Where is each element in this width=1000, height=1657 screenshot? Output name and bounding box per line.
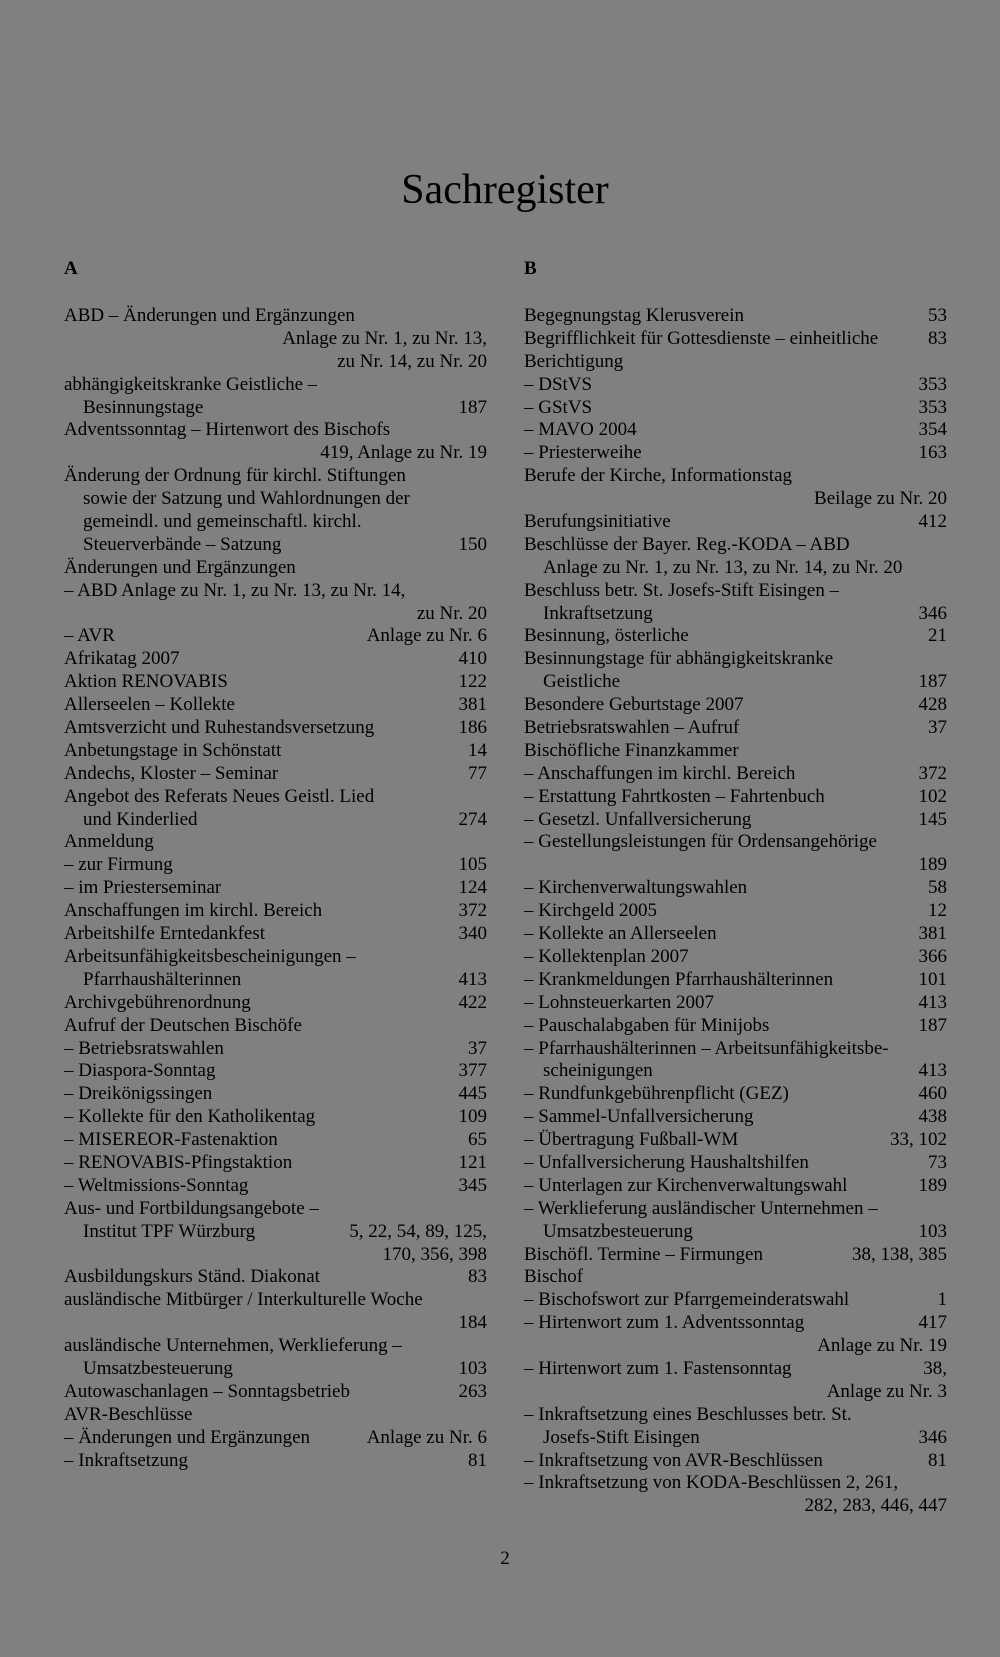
- index-entry: [64, 465, 487, 488]
- entry-page-ref: 186: [458, 717, 487, 739]
- entry-page-ref: 345: [458, 1174, 487, 1196]
- entry-page-ref: Anlage zu Nr. 6: [366, 625, 487, 647]
- index-entry: [524, 1060, 947, 1083]
- entry-page-ref: Anlage zu Nr. 1, zu Nr. 13,: [282, 327, 487, 349]
- entry-text: Berichtigung: [524, 350, 624, 372]
- index-entry: [524, 809, 947, 832]
- index-entry: [524, 442, 947, 465]
- index-entry: [524, 580, 947, 603]
- entry-page-ref: 170, 356, 398: [382, 1243, 487, 1265]
- entry-text: Andechs, Kloster – Seminar: [64, 762, 279, 784]
- entry-text: Beschluss betr. St. Josefs-Stift Eisingen –: [524, 579, 840, 601]
- index-entry: [524, 786, 947, 809]
- entry-text: – Hirtenwort zum 1. Adventssonntag: [524, 1312, 805, 1334]
- index-entry: [64, 1083, 487, 1106]
- section-letter: A: [64, 258, 78, 279]
- index-entry: [524, 374, 947, 397]
- entry-page-ref: 53: [928, 305, 947, 326]
- index-entry: [524, 1381, 947, 1404]
- entry-page-ref: 263: [458, 1380, 487, 1402]
- entry-text: Beschlüsse der Bayer. Reg.-KODA – ABD: [524, 533, 850, 555]
- index-entry: [524, 1472, 947, 1495]
- entry-text: Aktion RENOVABIS: [64, 671, 228, 693]
- index-entry: [64, 763, 487, 786]
- index-entry: [524, 671, 947, 694]
- entry-text: Steuerverbände – Satzung: [83, 533, 282, 555]
- entry-page-ref: 428: [918, 694, 947, 716]
- entry-page-ref: 438: [918, 1106, 947, 1128]
- entry-text: – Erstattung Fahrtkosten – Fahrtenbuch: [524, 785, 825, 807]
- index-entry: [524, 969, 947, 992]
- entry-page-ref: 21: [928, 625, 947, 647]
- entry-text: Aus- und Fortbildungsangebote –: [64, 1197, 319, 1219]
- index-entry: [524, 694, 947, 717]
- entry-text: Angebot des Referats Neues Geistl. Lied: [64, 785, 375, 807]
- entry-text: – Dreikönigssingen: [64, 1083, 213, 1105]
- index-entry: [64, 534, 487, 557]
- entry-text: Archivgebührenordnung: [64, 991, 251, 1013]
- entry-text: – Inkraftsetzung eines Beschlusses betr. St.: [524, 1403, 852, 1425]
- index-entry: [64, 671, 487, 694]
- index-entry: [64, 809, 487, 832]
- entry-text: Änderungen und Ergänzungen: [64, 556, 296, 578]
- index-entry: [64, 511, 487, 534]
- index-entry: [524, 1289, 947, 1312]
- entry-text: Geistliche: [543, 671, 621, 693]
- entry-text: abhängigkeitskranke Geistliche –: [64, 373, 318, 395]
- index-entry: [64, 351, 487, 374]
- index-column-a: [64, 257, 487, 1472]
- index-entry: [64, 854, 487, 877]
- entry-page-ref: 413: [918, 1060, 947, 1082]
- entry-page-ref: 150: [458, 533, 487, 555]
- index-entry: [524, 992, 947, 1015]
- entry-text: Bischof: [524, 1266, 584, 1288]
- index-entry: [64, 1106, 487, 1129]
- entry-text: Afrikatag 2007: [64, 648, 180, 670]
- entry-page-ref: 37: [468, 1037, 487, 1059]
- entry-page-ref: 282, 283, 446, 447: [804, 1495, 947, 1517]
- entry-page-ref: 1: [937, 1289, 947, 1311]
- index-entry: [524, 763, 947, 786]
- entry-text: – ABD Anlage zu Nr. 1, zu Nr. 13, zu Nr. 14,: [64, 579, 406, 601]
- index-entry: [524, 1015, 947, 1038]
- entry-page-ref: 184: [458, 1312, 487, 1334]
- entry-page-ref: 346: [918, 602, 947, 624]
- index-entry: [524, 397, 947, 420]
- entry-page-ref: 83: [928, 327, 947, 349]
- index-entry: [524, 1221, 947, 1244]
- entry-text: gemeindl. und gemeinschaftl. kirchl.: [83, 511, 362, 533]
- index-entry: [64, 419, 487, 442]
- index-entry: [64, 557, 487, 580]
- entry-text: AVR-Beschlüsse: [64, 1403, 193, 1425]
- entry-text: Inkraftsetzung: [543, 602, 653, 624]
- index-entry: [64, 946, 487, 969]
- entry-page-ref: 81: [468, 1449, 487, 1471]
- index-entry: [524, 305, 947, 328]
- entry-page-ref: 353: [918, 396, 947, 418]
- entry-page-ref: 353: [918, 373, 947, 395]
- entry-page-ref: 422: [458, 991, 487, 1013]
- entry-page-ref: 121: [458, 1151, 487, 1173]
- entry-page-ref: 445: [458, 1083, 487, 1105]
- entry-text: – Pfarrhaushälterinnen – Arbeitsunfähigkeitsbe-: [524, 1037, 889, 1059]
- index-entry: [64, 1175, 487, 1198]
- index-entry: [524, 831, 947, 854]
- index-entry: [64, 969, 487, 992]
- entry-text: Amtsverzicht und Ruhestandsversetzung: [64, 717, 375, 739]
- index-entry: [524, 488, 947, 511]
- index-entry: [64, 1381, 487, 1404]
- entry-text: – Lohnsteuerkarten 2007: [524, 991, 714, 1013]
- entry-text: – Krankmeldungen Pfarrhaushälterinnen: [524, 968, 834, 990]
- entry-page-ref: 187: [458, 396, 487, 418]
- entry-page-ref: 12: [928, 900, 947, 922]
- index-entry: [64, 328, 487, 351]
- entry-text: – Bischofswort zur Pfarrgemeinderatswahl: [524, 1289, 850, 1311]
- index-entry: [64, 900, 487, 923]
- index-entry: [524, 1358, 947, 1381]
- entry-text: – Anschaffungen im kirchl. Bereich: [524, 762, 796, 784]
- entry-text: – Kirchenverwaltungswahlen: [524, 877, 748, 899]
- entry-text: – DStVS: [524, 373, 593, 395]
- entry-text: – Gesetzl. Unfallversicherung: [524, 808, 752, 830]
- entry-text: – zur Firmung: [64, 854, 173, 876]
- entry-page-ref: 65: [468, 1129, 487, 1151]
- entry-text: Besinnungstage für abhängigkeitskranke: [524, 648, 834, 670]
- index-entry: [64, 1404, 487, 1427]
- entry-page-ref: 77: [468, 762, 487, 784]
- entry-page-ref: 38,: [923, 1357, 947, 1379]
- entry-text: sowie der Satzung und Wahlordnungen der: [83, 488, 410, 510]
- entry-page-ref: 81: [928, 1449, 947, 1471]
- index-entry: [64, 1221, 487, 1244]
- entry-page-ref: 14: [468, 739, 487, 761]
- page-number: 2: [500, 1548, 510, 1569]
- index-entry: [524, 1244, 947, 1267]
- entry-text: – Weltmissions-Sonntag: [64, 1174, 249, 1196]
- entry-page-ref: 372: [918, 762, 947, 784]
- entry-page-ref: 354: [918, 419, 947, 441]
- entry-page-ref: 187: [918, 1014, 947, 1036]
- entry-page-ref: 460: [918, 1083, 947, 1105]
- entry-text: ABD – Änderungen und Ergänzungen: [64, 305, 355, 326]
- entry-page-ref: 340: [458, 923, 487, 945]
- index-column-b: [524, 257, 947, 1518]
- entry-text: Arbeitshilfe Erntedankfest: [64, 923, 266, 945]
- index-entry: [524, 465, 947, 488]
- entry-page-ref: 5, 22, 54, 89, 125,: [349, 1220, 487, 1242]
- index-entry: [524, 1427, 947, 1450]
- entry-page-ref: 346: [918, 1426, 947, 1448]
- entry-text: – Diaspora-Sonntag: [64, 1060, 216, 1082]
- index-entry: [64, 580, 487, 603]
- entry-text: – MAVO 2004: [524, 419, 637, 441]
- entry-page-ref: Anlage zu Nr. 6: [366, 1426, 487, 1448]
- entry-text: Begegnungstag Klerusverein: [524, 305, 745, 326]
- index-entry: [64, 1038, 487, 1061]
- entry-text: – Unterlagen zur Kirchenverwaltungswahl: [524, 1174, 848, 1196]
- index-entry: [64, 1244, 487, 1267]
- entry-text: Umsatzbesteuerung: [83, 1357, 233, 1379]
- entry-page-ref: 366: [918, 945, 947, 967]
- index-entry: [64, 1060, 487, 1083]
- entry-text: – Unfallversicherung Haushaltshilfen: [524, 1151, 809, 1173]
- entry-page-ref: Anlage zu Nr. 3: [826, 1380, 947, 1402]
- entry-text: – AVR: [64, 625, 115, 647]
- entry-text: – Sammel-Unfallversicherung: [524, 1106, 754, 1128]
- entry-text: – Kollekte für den Katholikentag: [64, 1106, 316, 1128]
- index-entry: [64, 740, 487, 763]
- index-entry: [524, 1175, 947, 1198]
- index-entry: [64, 1129, 487, 1152]
- index-entry: [64, 1266, 487, 1289]
- entry-page-ref: 102: [918, 785, 947, 807]
- entry-page-ref: 274: [458, 808, 487, 830]
- entry-text: ausländische Unternehmen, Werklieferung –: [64, 1335, 402, 1357]
- entry-text: und Kinderlied: [83, 808, 198, 830]
- index-entry: [64, 374, 487, 397]
- entry-text: Pfarrhaushälterinnen: [83, 968, 242, 990]
- entry-text: Aufruf der Deutschen Bischöfe: [64, 1014, 302, 1036]
- entry-text: Begrifflichkeit für Gottesdienste – einheitliche: [524, 327, 879, 349]
- entry-page-ref: 58: [928, 877, 947, 899]
- entry-text: Institut TPF Würzburg: [83, 1220, 256, 1242]
- index-entry: [64, 305, 487, 328]
- index-entry: [524, 1152, 947, 1175]
- entry-text: Anbetungstage in Schönstatt: [64, 739, 282, 761]
- entry-text: – Inkraftsetzung: [64, 1449, 188, 1471]
- entry-page-ref: 103: [458, 1357, 487, 1379]
- entry-page-ref: 33, 102: [890, 1129, 947, 1151]
- entry-text: Adventssonntag – Hirtenwort des Bischofs: [64, 419, 391, 441]
- index-entry: [64, 1312, 487, 1335]
- index-entry: [64, 923, 487, 946]
- entry-text: Anschaffungen im kirchl. Bereich: [64, 900, 323, 922]
- index-entry: [524, 1106, 947, 1129]
- index-entry: [64, 1450, 487, 1473]
- entry-text: – Kirchgeld 2005: [524, 900, 657, 922]
- entry-text: – Inkraftsetzung von KODA-Beschlüssen 2, 261,: [524, 1472, 899, 1494]
- entry-text: Berufungsinitiative: [524, 511, 671, 533]
- index-entry: [524, 900, 947, 923]
- index-entry: [524, 1495, 947, 1518]
- entry-page-ref: 37: [928, 717, 947, 739]
- entry-text: Autowaschanlagen – Sonntagsbetrieb: [64, 1380, 350, 1402]
- index-entry: [524, 534, 947, 557]
- entry-page-ref: 377: [458, 1060, 487, 1082]
- page-title: Sachregister: [401, 167, 609, 213]
- entry-text: Bischöfl. Termine – Firmungen: [524, 1243, 763, 1265]
- entry-page-ref: zu Nr. 20: [416, 602, 487, 624]
- entry-text: – Kollektenplan 2007: [524, 945, 689, 967]
- entry-text: – Hirtenwort zum 1. Fastensonntag: [524, 1357, 792, 1379]
- entry-text: – im Priesterseminar: [64, 877, 222, 899]
- entry-text: – Werklieferung ausländischer Unternehmen –: [524, 1197, 878, 1219]
- entry-page-ref: Beilage zu Nr. 20: [814, 488, 947, 510]
- entry-text: Ausbildungskurs Ständ. Diakonat: [64, 1266, 320, 1288]
- entry-text: – Pauschalabgaben für Minijobs: [524, 1014, 770, 1036]
- entry-text: scheinigungen: [543, 1060, 653, 1082]
- entry-list: [64, 305, 487, 1472]
- index-entry: [524, 351, 947, 374]
- index-entry: [64, 1427, 487, 1450]
- index-entry: [64, 831, 487, 854]
- entry-page-ref: 105: [458, 854, 487, 876]
- entry-page-ref: 163: [918, 442, 947, 464]
- index-entry: [64, 1358, 487, 1381]
- index-entry: [524, 603, 947, 626]
- index-entry: [524, 877, 947, 900]
- index-entry: [64, 397, 487, 420]
- index-entry: [524, 625, 947, 648]
- entry-text: Änderung der Ordnung für kirchl. Stiftungen: [64, 465, 406, 487]
- index-entry: [524, 1129, 947, 1152]
- entry-text: – RENOVABIS-Pfingstaktion: [64, 1151, 293, 1173]
- index-entry: [64, 786, 487, 809]
- entry-page-ref: 381: [918, 923, 947, 945]
- index-entry: [524, 1450, 947, 1473]
- index-entry: [64, 625, 487, 648]
- entry-text: Anmeldung: [64, 831, 154, 853]
- index-entry: [64, 992, 487, 1015]
- index-entry: [524, 923, 947, 946]
- index-entry: [524, 511, 947, 534]
- index-entry: [524, 419, 947, 442]
- index-entry: [524, 740, 947, 763]
- entry-text: Bischöfliche Finanzkammer: [524, 739, 739, 761]
- entry-text: – Betriebsratswahlen: [64, 1037, 224, 1059]
- entry-text: Besinnungstage: [83, 396, 204, 418]
- entry-page-ref: 417: [918, 1312, 947, 1334]
- index-entry: [524, 1312, 947, 1335]
- entry-text: – Priesterweihe: [524, 442, 642, 464]
- entry-text: – GStVS: [524, 396, 593, 418]
- entry-page-ref: 410: [458, 648, 487, 670]
- entry-text: – Inkraftsetzung von AVR-Beschlüssen: [524, 1449, 823, 1471]
- entry-text: Umsatzbesteuerung: [543, 1220, 693, 1242]
- entry-text: – Gestellungsleistungen für Ordensangehörige: [524, 831, 877, 853]
- entry-page-ref: 109: [458, 1106, 487, 1128]
- index-entry: [524, 1266, 947, 1289]
- entry-text: Betriebsratswahlen – Aufruf: [524, 717, 740, 739]
- entry-text: – Kollekte an Allerseelen: [524, 923, 717, 945]
- entry-text: – MISEREOR-Fastenaktion: [64, 1129, 278, 1151]
- entry-page-ref: 145: [918, 808, 947, 830]
- entry-text: Anlage zu Nr. 1, zu Nr. 13, zu Nr. 14, zu Nr. 20: [543, 556, 903, 578]
- index-entry: [64, 1335, 487, 1358]
- index-entry: [524, 854, 947, 877]
- index-entry: [524, 648, 947, 671]
- index-entry: [64, 1015, 487, 1038]
- index-entry: [524, 1335, 947, 1358]
- index-entry: [64, 694, 487, 717]
- entry-page-ref: 73: [928, 1151, 947, 1173]
- entry-text: Allerseelen – Kollekte: [64, 694, 235, 716]
- entry-page-ref: 381: [458, 694, 487, 716]
- entry-text: Berufe der Kirche, Informationstag: [524, 465, 793, 487]
- index-entry: [64, 442, 487, 465]
- entry-page-ref: 412: [918, 511, 947, 533]
- section-letter: B: [524, 258, 537, 279]
- entry-page-ref: 38, 138, 385: [852, 1243, 947, 1265]
- entry-page-ref: 187: [918, 671, 947, 693]
- entry-text: – Rundfunkgebührenpflicht (GEZ): [524, 1083, 789, 1105]
- index-entry: [524, 946, 947, 969]
- index-entry: [64, 603, 487, 626]
- index-entry: [64, 648, 487, 671]
- entry-text: Besondere Geburtstage 2007: [524, 694, 744, 716]
- index-entry: [64, 877, 487, 900]
- entry-page-ref: 124: [458, 877, 487, 899]
- entry-page-ref: Anlage zu Nr. 19: [817, 1335, 947, 1357]
- entry-text: ausländische Mitbürger / Interkulturelle Woche: [64, 1289, 423, 1311]
- entry-text: – Übertragung Fußball-WM: [524, 1129, 739, 1151]
- entry-page-ref: 413: [458, 968, 487, 990]
- entry-text: Besinnung, österliche: [524, 625, 689, 647]
- index-entry: [524, 328, 947, 351]
- index-entry: [524, 1404, 947, 1427]
- entry-page-ref: 189: [918, 1174, 947, 1196]
- entry-page-ref: 419, Anlage zu Nr. 19: [320, 442, 487, 464]
- index-entry: [64, 488, 487, 511]
- entry-list: [524, 305, 947, 1518]
- index-entry: [524, 1083, 947, 1106]
- entry-text: – Änderungen und Ergänzungen: [64, 1426, 311, 1448]
- entry-page-ref: 83: [468, 1266, 487, 1288]
- entry-page-ref: zu Nr. 14, zu Nr. 20: [337, 350, 487, 372]
- entry-page-ref: 372: [458, 900, 487, 922]
- index-entry: [524, 717, 947, 740]
- entry-text: Josefs-Stift Eisingen: [543, 1426, 700, 1448]
- index-entry: [524, 1198, 947, 1221]
- index-entry: [524, 557, 947, 580]
- entry-page-ref: 101: [918, 968, 947, 990]
- entry-page-ref: 189: [918, 854, 947, 876]
- entry-page-ref: 122: [458, 671, 487, 693]
- entry-page-ref: 413: [918, 991, 947, 1013]
- index-entry: [64, 1289, 487, 1312]
- entry-page-ref: 103: [918, 1220, 947, 1242]
- entry-text: Arbeitsunfähigkeitsbescheinigungen –: [64, 945, 356, 967]
- index-entry: [524, 1038, 947, 1061]
- index-entry: [64, 1152, 487, 1175]
- index-entry: [64, 1198, 487, 1221]
- index-entry: [64, 717, 487, 740]
